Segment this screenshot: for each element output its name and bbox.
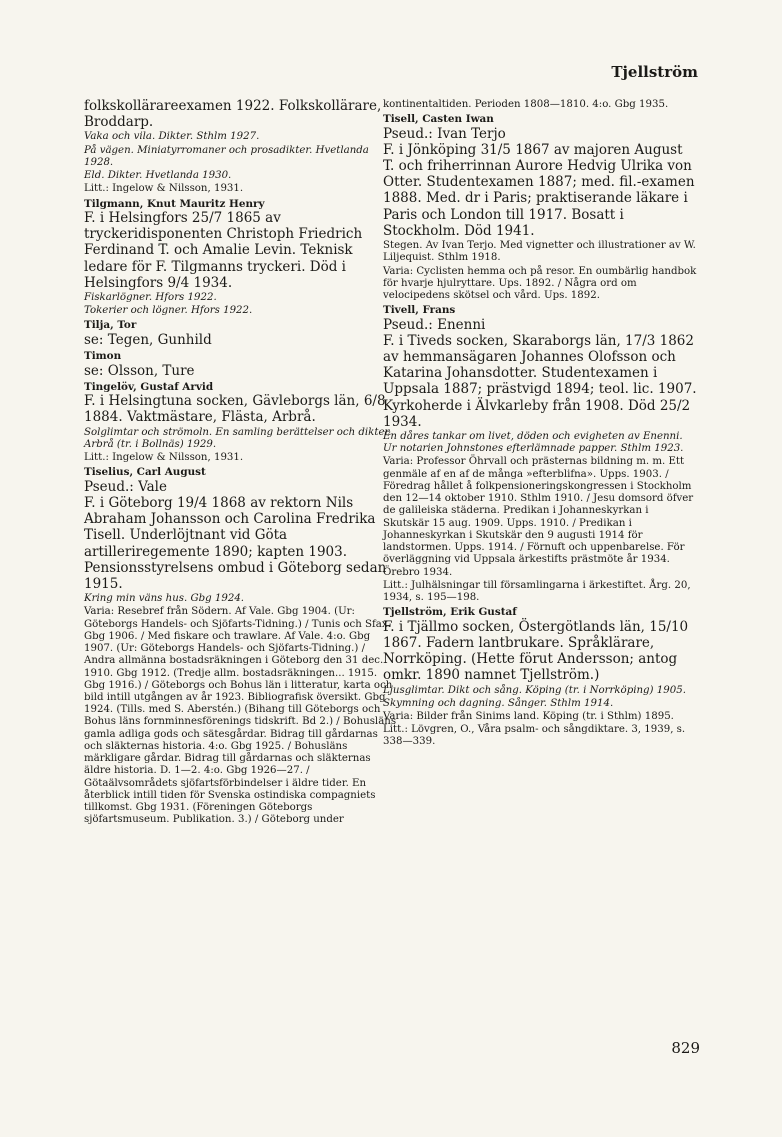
pseudonym: Pseud.: Vale	[84, 478, 167, 495]
literature-ref: Litt.: Julhälsningar till församlingarna i ärkestiftet. Årg. 20, 1934, s. 195—198.	[383, 579, 691, 604]
literature-ref: Litt.: Ingelow & Nilsson, 1931.	[84, 183, 244, 195]
entry-bio: F. i Helsingtuna socken, Gävleborgs län, 6/8 1884. Vaktmästare, Flästa, Arbrå.	[84, 393, 386, 426]
entry-bio: F. i Göteborg 19/4 1868 av rektorn Nils Abraham Johansson och Carolina Fredrika Tisell. Underlöjtnant vid Göta artilleriregemente 1890; kapten 1903. Pensionsstyrelsens ombud i Göteborg sedan 1915.	[84, 495, 387, 592]
pseudonym: Pseud.: Enenni	[383, 316, 486, 333]
entry-text: folkskollärareexamen 1922. Folkskollärare, Broddarp.	[84, 98, 382, 131]
entry-bio: F. i Tjällmo socken, Östergötlands län, 15/10 1867. Fadern lantbrukare. Språklärare, Norrköping. (Hette förut Andersson; antog omkr. 1890 namnet Tjellström.)	[383, 618, 689, 684]
work-title: En dåres tankar om livet, döden och evigheten av Enenni. Ur notarien Johnstones efterlämnade papper. Sthlm 1923.	[383, 431, 684, 455]
work-title: Solglimtar och strömoln. En samling berättelser och dikter. Arbrå (tr. i Bollnäs) 1929.	[84, 426, 392, 450]
cross-reference: se: Tegen, Gunhild	[84, 331, 212, 348]
entry-name: Tilja, Tor	[84, 319, 137, 332]
cross-reference: se: Olsson, Ture	[84, 362, 195, 379]
work-title: Stegen. Av Ivan Terjo. Med vignetter och illustrationer av W. Liljequist. Sthlm 1918.	[383, 240, 696, 264]
work-title: Ljusglimtar. Dikt och sång. Köping (tr. i Norrköping) 1905.	[383, 684, 686, 696]
work-title: Eld. Dikter. Hvetlanda 1930.	[84, 170, 232, 182]
work-title: Kring min väns hus. Gbg 1924.	[84, 593, 245, 605]
varia-list: Varia: Professor Öhrvall och prästernas bildning m. m. Ett genmäle af en af de många »efterblifna». Upps. 1903. / Föredrag hållet å folkpensioneringskongressen i Stockholm den 12—14 oktober 1910. Sthlm 1910. / Jesu domsord öfver de galileiska städerna. Predikan i Johanneskyrkan i Skutskär 15 aug. 1909. Upps. 1910. / Predikan i Johanneskyrkan i Skutskär den 9 augusti 1914 för landstormen. Upps. 1914. / Förnuft och uppenbarelse. För överläggning vid Uppsala ärkestifts prästmöte år 1934. Örebro 1934.	[383, 456, 694, 578]
entry-text: kontinentaltiden. Perioden 1808—1810. 4:o. Gbg 1935.	[383, 99, 669, 110]
work-title: Tokerier och lögner. Hfors 1922.	[84, 305, 253, 317]
entry-name: Tjellström, Erik Gustaf	[383, 606, 517, 619]
entry-bio: F. i Jönköping 31/5 1867 av majoren August T. och friherrinnan Aurore Hedvig Ulrika von Otter. Studentexamen 1887; med. fil.-examen 1888. Med. dr i Paris; praktiserande läkare i Paris och London till 1917. Bosatt i Stockholm. Död 1941.	[383, 141, 695, 239]
varia-list: Varia: Resebref från Södern. Af Vale. Gbg 1904. (Ur: Göteborgs Handels- och Sjöfarts-Tidning.) / Tunis och Sfax. Gbg 1906. / Med fiskare och trawlare. Af Vale. 4:o. Gbg 1907. (Ur: Göteborgs Handels- och Sjöfarts-Tidning.) / Andra allmänna bostadsräkningen i Göteborg den 31 dec. 1910. Gbg 1912. (Tredje allm. bostadsräkningen... 1915. Gbg 1916.) / Göteborgs och Bohus län i litteratur, karta och bild intill utgången av år 1923. Bibliografisk översikt. Gbg 1924. (Tills. med S. Aberstén.) (Bihang till Göteborgs och Bohus läns fornminnesförenings tidskrift. Bd 2.) / Bohusläns gamla adliga gods och sätesgårdar. Bidrag till gårdarnas och släkternas historia. 4:o. Gbg 1925. / Bohusläns märkligare gårdar. Bidrag till gårdarnas och släkternas äldre historia. D. 1—2. 4:o. Gbg 1926—27. / Götaälvsområdets sjöfartsförbindelser i äldre tider. En återblick intill tiden för Svenska ostindiska compagniets tillkomst. Gbg 1931. (Föreningen Göteborgs sjöfartsmuseum. Publikation. 3.) / Göteborg under	[84, 606, 397, 826]
varia-list: Varia: Bilder från Sinims land. Köping (tr. i Sthlm) 1895.	[383, 710, 674, 722]
page-number: 829	[671, 1039, 700, 1057]
varia-list: Varia: Cyclisten hemma och på resor. En oumbärlig handbok för hvarje hjulryttare. Ups. 1892. / Några ord om velocipedens skötsel och vård. Ups. 1892.	[383, 265, 697, 301]
entry-bio: F. i Helsingfors 25/7 1865 av tryckeridisponenten Christoph Friedrich Ferdinand T. och Amalie Levin. Teknisk ledare för F. Tilgmanns tryckeri. Död i Helsingfors 9/4 1934.	[84, 210, 363, 291]
literature-ref: Litt.: Lövgren, O., Våra psalm- och sångdiktare. 3, 1939, s. 338—339.	[383, 724, 686, 748]
entry-name: Tiselius, Carl August	[84, 466, 206, 479]
work-title: Fiskarlögner. Hfors 1922.	[84, 291, 217, 303]
entry-name: Tivell, Frans	[383, 304, 456, 317]
work-title: På vägen. Miniatyrromaner och prosadikter. Hvetlanda 1928.	[84, 144, 369, 168]
entry-bio: F. i Tiveds socken, Skaraborgs län, 17/3 1862 av hemmansägaren Johannes Olofsson och Katarina Johansdotter. Studentexamen i Uppsala 1887; prästvigd 1894; teol. lic. 1907. Kyrkoherde i Älvkarleby från 1908. Död 25/2 1934.	[383, 332, 697, 430]
literature-ref: Litt.: Ingelow & Nilsson, 1931.	[84, 452, 244, 464]
right-column	[383, 98, 697, 750]
pseudonym: Pseud.: Ivan Terjo	[383, 125, 506, 142]
entry-name: Tilgmann, Knut Mauritz Henry	[84, 197, 265, 210]
entry-name: Timon	[84, 350, 122, 363]
left-column	[84, 98, 398, 828]
entry-name: Tingelöv, Gustaf Arvid	[84, 380, 214, 393]
work-title: Vaka och vila. Dikter. Sthlm 1927.	[84, 131, 260, 143]
work-title: Skymning och dagning. Sånger. Sthlm 1914.	[383, 697, 614, 709]
running-header: Tjellström	[611, 63, 698, 81]
entry-name: Tisell, Casten Iwan	[383, 113, 494, 126]
